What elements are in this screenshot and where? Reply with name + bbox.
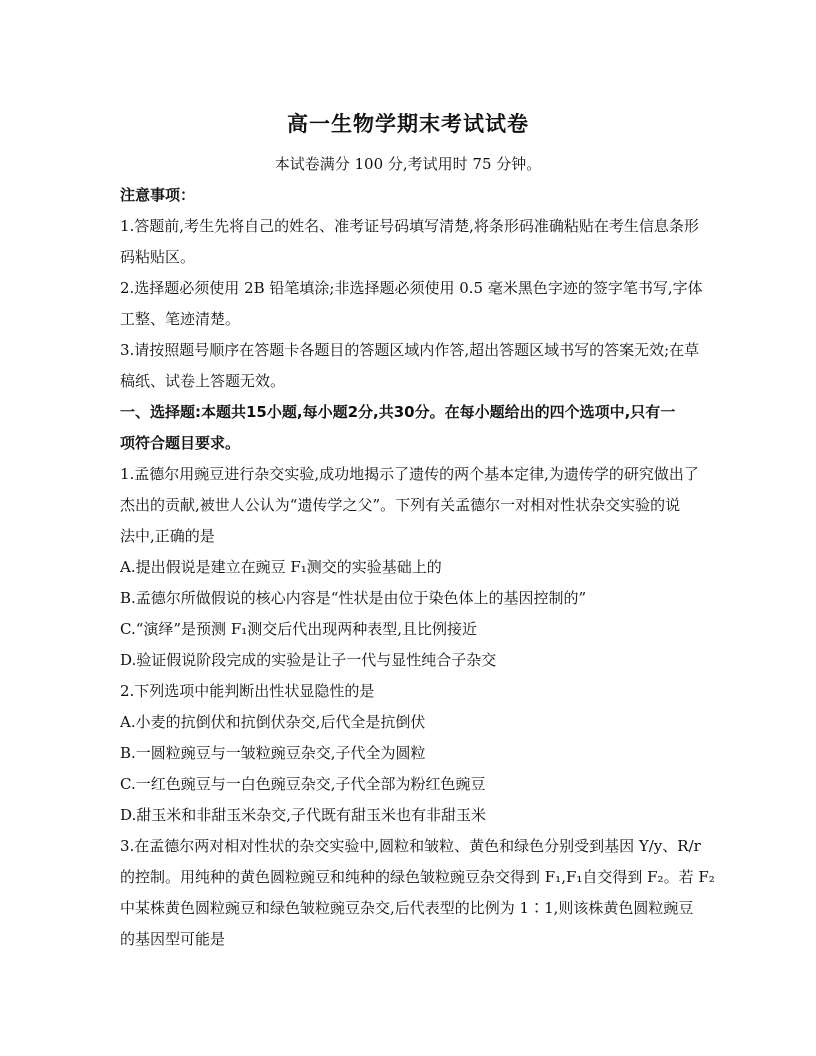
notice-item-2-line-2: 工整、笔迹清楚。 (120, 310, 241, 328)
notice-item-3-line-2: 稿纸、试卷上答题无效。 (120, 372, 286, 390)
page-title: 高一生物学期末考试试卷 (287, 112, 529, 136)
exam-content (120, 180, 716, 955)
q3-stem-line-2: 的控制。用纯种的黄色圆粒豌豆和纯种的绿色皱粒豌豆杂交得到 F₁,F₁自交得到 F₂。若 F₂ (120, 868, 715, 886)
q2-option-c: C.一红色豌豆与一白色豌豆杂交,子代全部为粉红色豌豆 (120, 775, 486, 793)
notice-item-2-line-1: 2.选择题必须使用 2B 铅笔填涂;非选择题必须使用 0.5 毫米黑色字迹的签字笔书写,字体 (120, 279, 703, 297)
q2-stem-line-1: 2.下列选项中能判断出性状显隐性的是 (120, 682, 375, 700)
q1-option-c: C.“演绎”是预测 F₁测交后代出现两种表型,且比例接近 (120, 620, 478, 638)
exam-info: 本试卷满分 100 分,考试用时 75 分钟。 (274, 155, 542, 173)
q1-stem-line-1: 1.孟德尔用豌豆进行杂交实验,成功地揭示了遗传的两个基本定律,为遗传学的研究做出了 (120, 465, 699, 483)
q1-option-b: B.孟德尔所做假说的核心内容是“性状是由位于染色体上的基因控制的” (120, 589, 587, 607)
q3-stem-line-1: 3.在孟德尔两对相对性状的杂交实验中,圆粒和皱粒、黄色和绿色分别受到基因 Y/y、R/r (120, 837, 701, 855)
q1-option-d: D.验证假说阶段完成的实验是让子一代与显性纯合子杂交 (120, 651, 497, 669)
section-heading-line-2: 项符合题目要求。 (120, 434, 241, 452)
section-heading-line-1: 一、选择题:本题共15小题,每小题2分,共30分。在每小题给出的四个选项中,只有一 (120, 403, 676, 421)
q3-stem-line-4: 的基因型可能是 (120, 930, 226, 948)
notice-item-1-line-2: 码粘贴区。 (120, 248, 196, 266)
q1-option-a: A.提出假说是建立在豌豆 F₁测交的实验基础上的 (120, 558, 442, 576)
notice-heading: 注意事项： (120, 186, 196, 204)
q2-option-b: B.一圆粒豌豆与一皱粒豌豆杂交,子代全为圆粒 (120, 744, 426, 762)
q3-stem-line-3: 中某株黄色圆粒豌豆和绿色皱粒豌豆杂交,后代表型的比例为 1∶1,则该株黄色圆粒豌豆 (120, 899, 694, 917)
q2-option-d: D.甜玉米和非甜玉米杂交,子代既有甜玉米也有非甜玉米 (120, 806, 487, 824)
q2-option-a: A.小麦的抗倒伏和抗倒伏杂交,后代全是抗倒伏 (120, 713, 426, 731)
q1-stem-line-2: 杰出的贡献,被世人公认为“遗传学之父”。下列有关孟德尔一对相对性状杂交实验的说 (120, 496, 681, 514)
notice-item-1-line-1: 1.答题前,考生先将自己的姓名、准考证号码填写清楚,将条形码准确粘贴在考生信息条形 (120, 217, 699, 235)
notice-item-3-line-1: 3.请按照题号顺序在答题卡各题目的答题区域内作答,超出答题区域书写的答案无效;在草 (120, 341, 700, 359)
q1-stem-line-3: 法中,正确的是 (120, 527, 215, 545)
